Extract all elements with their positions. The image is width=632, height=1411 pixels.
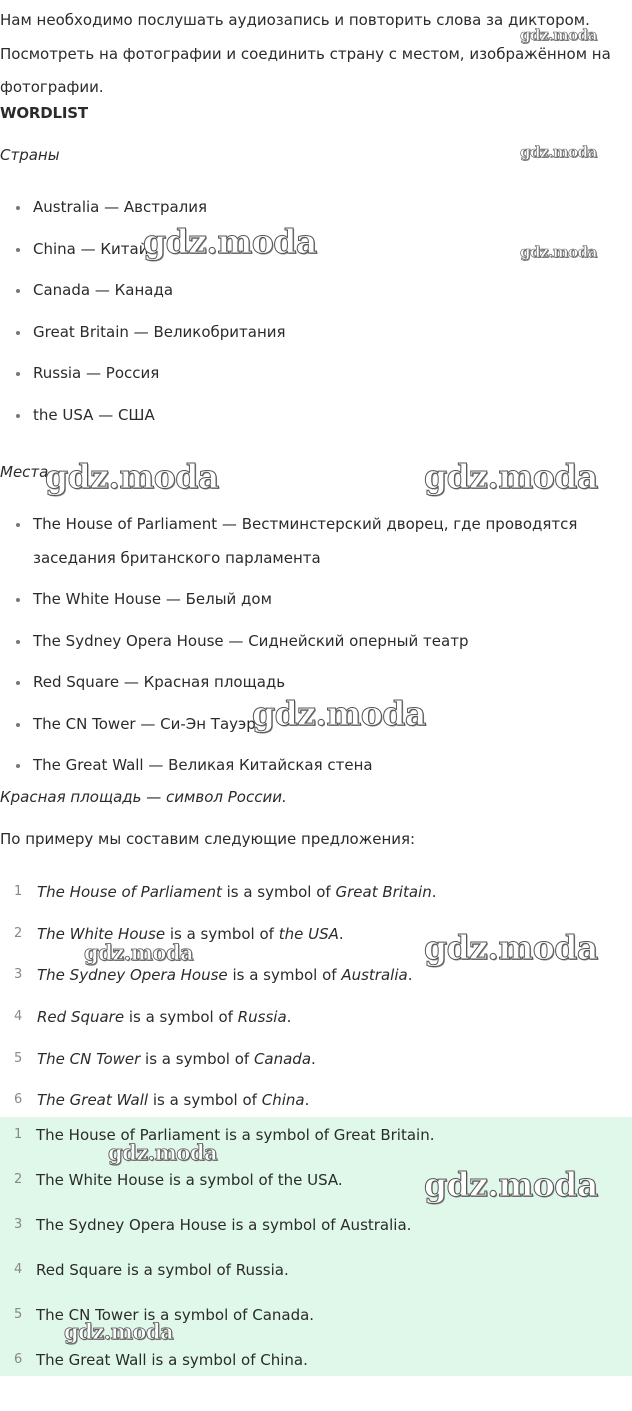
watermark-logo: gdz.moda	[84, 940, 194, 965]
bullet-icon	[16, 523, 20, 527]
watermark-logo: gdz.moda	[424, 1165, 598, 1204]
example-sentence: Красная площадь — символ России.	[0, 788, 287, 806]
list-item: The Great Wall — Великая Китайская стена	[0, 749, 600, 783]
bullet-icon	[16, 331, 20, 335]
list-item: 3 The Sydney Opera House is a symbol of Australia.	[14, 966, 413, 985]
watermark-logo: gdz.moda	[520, 143, 597, 161]
bullet-icon	[16, 681, 20, 685]
countries-title: Страны	[0, 146, 60, 164]
watermark-logo: gdz.moda	[64, 1319, 174, 1344]
watermark-logo: gdz.moda	[108, 1140, 218, 1165]
list-item: Red Square — Красная площадь	[0, 666, 600, 700]
list-item: 1 The House of Parliament is a symbol of Great Britain.	[14, 1126, 435, 1144]
watermark-logo: gdz.moda	[520, 243, 597, 261]
bullet-icon	[16, 414, 20, 418]
bullet-icon	[16, 723, 20, 727]
list-item: 1 The House of Parliament is a symbol of Great Britain.	[14, 883, 437, 901]
list-item: 4 Red Square is a symbol of Russia.	[14, 1261, 289, 1279]
watermark-logo: gdz.moda	[45, 457, 219, 496]
countries-list	[0, 191, 600, 432]
list-item: Canada — Канада	[0, 274, 600, 308]
list-item: 6 The Great Wall is a symbol of China.	[14, 1351, 308, 1369]
bullet-icon	[16, 289, 20, 293]
intro-line-2: Посмотреть на фотографии и соединить страну с местом, изображённом на	[0, 44, 611, 63]
watermark-logo: gdz.moda	[520, 26, 597, 44]
answers-list	[0, 1124, 632, 1394]
list-item: Australia — Австралия	[0, 191, 600, 225]
list-item: 4 Red Square is a symbol of Russia.	[14, 1008, 292, 1027]
places-list	[0, 508, 600, 783]
watermark-logo: gdz.moda	[424, 928, 598, 967]
list-item: The House of Parliament — Вестминстерский дворец, где проводятся заседания британского парламента	[0, 508, 600, 575]
watermark-logo: gdz.moda	[424, 457, 598, 496]
list-item: The White House — Белый дом	[0, 583, 600, 617]
bullet-icon	[16, 598, 20, 602]
bullet-icon	[16, 248, 20, 252]
list-item: 5 The CN Tower is a symbol of Canada.	[14, 1306, 315, 1324]
intro-line-3: фотографии.	[0, 78, 104, 96]
list-item: 2 The White House is a symbol of the USA.	[14, 924, 344, 943]
list-item: 3 The Sydney Opera House is a symbol of Australia.	[14, 1216, 412, 1234]
places-title: Места	[0, 463, 49, 481]
list-item: The CN Tower — Си-Эн Тауэр	[0, 708, 600, 742]
bullet-icon	[16, 372, 20, 376]
list-item: the USA — США	[0, 399, 600, 433]
bullet-icon	[16, 206, 20, 210]
lead-text: По примеру мы составим следующие предложения:	[0, 830, 416, 848]
wordlist-heading: WORDLIST	[0, 104, 88, 122]
intro-paragraph	[0, 4, 620, 105]
bullet-icon	[16, 764, 20, 768]
list-item: 5 The CN Tower is a symbol of Canada.	[14, 1049, 316, 1068]
watermark-logo: gdz.moda	[252, 694, 426, 733]
list-item: Great Britain — Великобритания	[0, 316, 600, 350]
list-item: China — Китай	[0, 233, 600, 267]
bullet-icon	[16, 640, 20, 644]
list-item: Russia — Россия	[0, 357, 600, 391]
list-item: 6 The Great Wall is a symbol of China.	[14, 1091, 310, 1110]
watermark-logo: gdz.moda	[143, 222, 317, 261]
list-item: 2 The White House is a symbol of the USA.	[14, 1171, 343, 1189]
list-item: The Sydney Opera House — Сиднейский оперный театр	[0, 625, 600, 659]
intro-line-1: Нам необходимо послушать аудиозапись и повторить слова за диктором.	[0, 11, 590, 29]
sentences-list	[0, 880, 632, 1130]
